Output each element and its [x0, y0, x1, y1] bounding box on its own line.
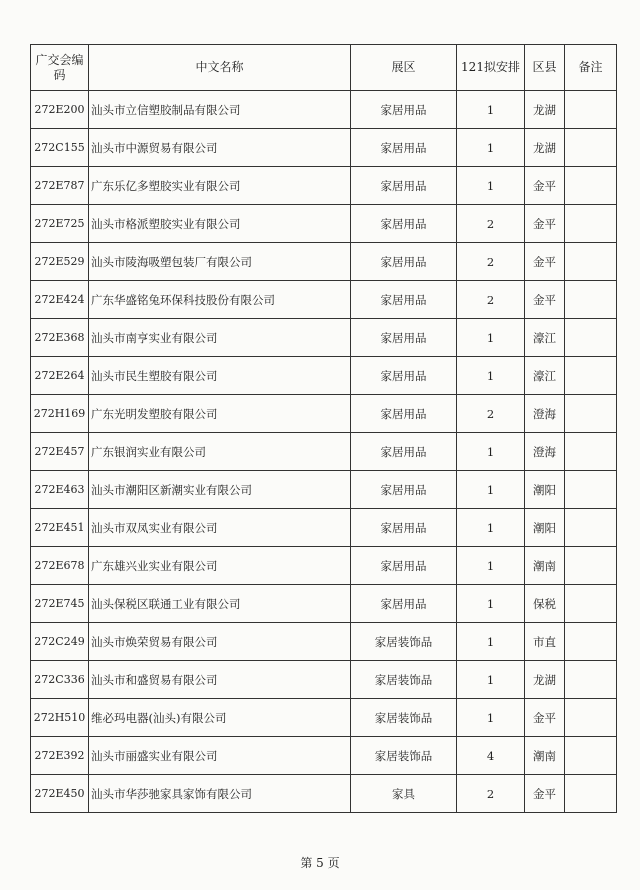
cell-booth-count: 2 [457, 243, 525, 281]
cell-code: 272H510 [31, 699, 89, 737]
table-row [31, 585, 617, 623]
cell-code: 272E392 [31, 737, 89, 775]
table-row [31, 699, 617, 737]
cell-remarks [565, 471, 617, 509]
cell-code: 272E745 [31, 585, 89, 623]
cell-company-name: 维必玛电器(汕头)有限公司 [89, 699, 351, 737]
cell-exhibit-hall: 家居装饰品 [351, 661, 457, 699]
header-code: 广交会编码 [31, 45, 89, 91]
cell-district: 潮南 [525, 737, 565, 775]
header-booths: 121拟安排 [457, 45, 525, 91]
cell-remarks [565, 699, 617, 737]
cell-company-name: 广东光明发塑胶有限公司 [89, 395, 351, 433]
table-row [31, 357, 617, 395]
cell-exhibit-hall: 家居用品 [351, 585, 457, 623]
cell-code: 272E451 [31, 509, 89, 547]
exhibitor-table [30, 44, 617, 813]
cell-district: 龙湖 [525, 661, 565, 699]
cell-district: 潮南 [525, 547, 565, 585]
cell-district: 金平 [525, 243, 565, 281]
cell-district: 潮阳 [525, 471, 565, 509]
cell-code: 272E463 [31, 471, 89, 509]
cell-exhibit-hall: 家具 [351, 775, 457, 813]
cell-company-name: 汕头市丽盛实业有限公司 [89, 737, 351, 775]
cell-district: 金平 [525, 167, 565, 205]
cell-code: 272C249 [31, 623, 89, 661]
cell-exhibit-hall: 家居用品 [351, 281, 457, 319]
table-row [31, 737, 617, 775]
cell-code: 272E368 [31, 319, 89, 357]
header-remarks: 备注 [565, 45, 617, 91]
cell-company-name: 广东乐亿多塑胶实业有限公司 [89, 167, 351, 205]
cell-district: 澄海 [525, 395, 565, 433]
cell-remarks [565, 585, 617, 623]
cell-remarks [565, 547, 617, 585]
cell-company-name: 汕头市格派塑胶实业有限公司 [89, 205, 351, 243]
cell-booth-count: 1 [457, 547, 525, 585]
cell-remarks [565, 129, 617, 167]
cell-exhibit-hall: 家居用品 [351, 167, 457, 205]
cell-district: 金平 [525, 281, 565, 319]
cell-company-name: 汕头市双凤实业有限公司 [89, 509, 351, 547]
table-row [31, 661, 617, 699]
cell-code: 272E450 [31, 775, 89, 813]
cell-exhibit-hall: 家居装饰品 [351, 699, 457, 737]
table-row [31, 775, 617, 813]
cell-remarks [565, 737, 617, 775]
table-row [31, 243, 617, 281]
cell-booth-count: 1 [457, 699, 525, 737]
cell-exhibit-hall: 家居用品 [351, 395, 457, 433]
cell-booth-count: 1 [457, 433, 525, 471]
cell-booth-count: 1 [457, 623, 525, 661]
cell-company-name: 汕头市和盛贸易有限公司 [89, 661, 351, 699]
header-district: 区县 [525, 45, 565, 91]
header-row [31, 45, 617, 91]
header-name: 中文名称 [89, 45, 351, 91]
table-row [31, 395, 617, 433]
cell-district: 濠江 [525, 319, 565, 357]
cell-code: 272E457 [31, 433, 89, 471]
cell-remarks [565, 775, 617, 813]
cell-booth-count: 2 [457, 775, 525, 813]
cell-code: 272E678 [31, 547, 89, 585]
cell-district: 保税 [525, 585, 565, 623]
cell-code: 272E424 [31, 281, 89, 319]
cell-remarks [565, 319, 617, 357]
cell-booth-count: 1 [457, 509, 525, 547]
cell-company-name: 汕头市潮阳区新潮实业有限公司 [89, 471, 351, 509]
cell-district: 潮阳 [525, 509, 565, 547]
cell-district: 澄海 [525, 433, 565, 471]
table-row [31, 509, 617, 547]
cell-exhibit-hall: 家居用品 [351, 243, 457, 281]
cell-exhibit-hall: 家居用品 [351, 129, 457, 167]
cell-district: 金平 [525, 205, 565, 243]
cell-company-name: 汕头保税区联通工业有限公司 [89, 585, 351, 623]
cell-district: 金平 [525, 775, 565, 813]
cell-company-name: 汕头市立信塑胶制品有限公司 [89, 91, 351, 129]
cell-booth-count: 2 [457, 205, 525, 243]
cell-exhibit-hall: 家居装饰品 [351, 623, 457, 661]
table-row [31, 547, 617, 585]
cell-booth-count: 2 [457, 395, 525, 433]
cell-remarks [565, 281, 617, 319]
cell-booth-count: 1 [457, 471, 525, 509]
cell-remarks [565, 509, 617, 547]
cell-remarks [565, 623, 617, 661]
cell-company-name: 广东华盛铭兔环保科技股份有限公司 [89, 281, 351, 319]
cell-remarks [565, 433, 617, 471]
cell-code: 272E787 [31, 167, 89, 205]
cell-code: 272C336 [31, 661, 89, 699]
cell-company-name: 汕头市民生塑胶有限公司 [89, 357, 351, 395]
cell-booth-count: 1 [457, 319, 525, 357]
table-row [31, 281, 617, 319]
cell-exhibit-hall: 家居用品 [351, 547, 457, 585]
cell-booth-count: 2 [457, 281, 525, 319]
cell-remarks [565, 91, 617, 129]
cell-remarks [565, 395, 617, 433]
cell-company-name: 汕头市陵海吸塑包装厂有限公司 [89, 243, 351, 281]
cell-exhibit-hall: 家居用品 [351, 319, 457, 357]
cell-code: 272E200 [31, 91, 89, 129]
cell-company-name: 汕头市华莎驰家具家饰有限公司 [89, 775, 351, 813]
cell-exhibit-hall: 家居用品 [351, 205, 457, 243]
cell-remarks [565, 357, 617, 395]
cell-booth-count: 1 [457, 357, 525, 395]
cell-booth-count: 4 [457, 737, 525, 775]
cell-company-name: 汕头市焕荣贸易有限公司 [89, 623, 351, 661]
table-row [31, 167, 617, 205]
cell-booth-count: 1 [457, 167, 525, 205]
cell-booth-count: 1 [457, 661, 525, 699]
table-row [31, 623, 617, 661]
table-header [31, 45, 617, 91]
cell-district: 龙湖 [525, 91, 565, 129]
cell-district: 市直 [525, 623, 565, 661]
header-hall: 展区 [351, 45, 457, 91]
table-row [31, 91, 617, 129]
cell-code: 272E264 [31, 357, 89, 395]
table-body [31, 91, 617, 813]
table-row [31, 319, 617, 357]
table-row [31, 433, 617, 471]
cell-company-name: 汕头市南亨实业有限公司 [89, 319, 351, 357]
cell-code: 272E529 [31, 243, 89, 281]
cell-company-name: 汕头市中源贸易有限公司 [89, 129, 351, 167]
page-number: 第 5 页 [300, 856, 340, 870]
cell-company-name: 广东银润实业有限公司 [89, 433, 351, 471]
cell-remarks [565, 661, 617, 699]
cell-exhibit-hall: 家居用品 [351, 357, 457, 395]
cell-booth-count: 1 [457, 129, 525, 167]
cell-exhibit-hall: 家居用品 [351, 91, 457, 129]
cell-exhibit-hall: 家居用品 [351, 471, 457, 509]
cell-remarks [565, 205, 617, 243]
cell-code: 272C155 [31, 129, 89, 167]
table-row [31, 129, 617, 167]
cell-code: 272E725 [31, 205, 89, 243]
cell-company-name: 广东雄兴业实业有限公司 [89, 547, 351, 585]
cell-district: 金平 [525, 699, 565, 737]
cell-exhibit-hall: 家居用品 [351, 509, 457, 547]
table-row [31, 205, 617, 243]
cell-booth-count: 1 [457, 585, 525, 623]
cell-exhibit-hall: 家居用品 [351, 433, 457, 471]
cell-code: 272H169 [31, 395, 89, 433]
table-row [31, 471, 617, 509]
cell-district: 龙湖 [525, 129, 565, 167]
cell-remarks [565, 167, 617, 205]
cell-exhibit-hall: 家居装饰品 [351, 737, 457, 775]
cell-district: 濠江 [525, 357, 565, 395]
cell-remarks [565, 243, 617, 281]
cell-booth-count: 1 [457, 91, 525, 129]
